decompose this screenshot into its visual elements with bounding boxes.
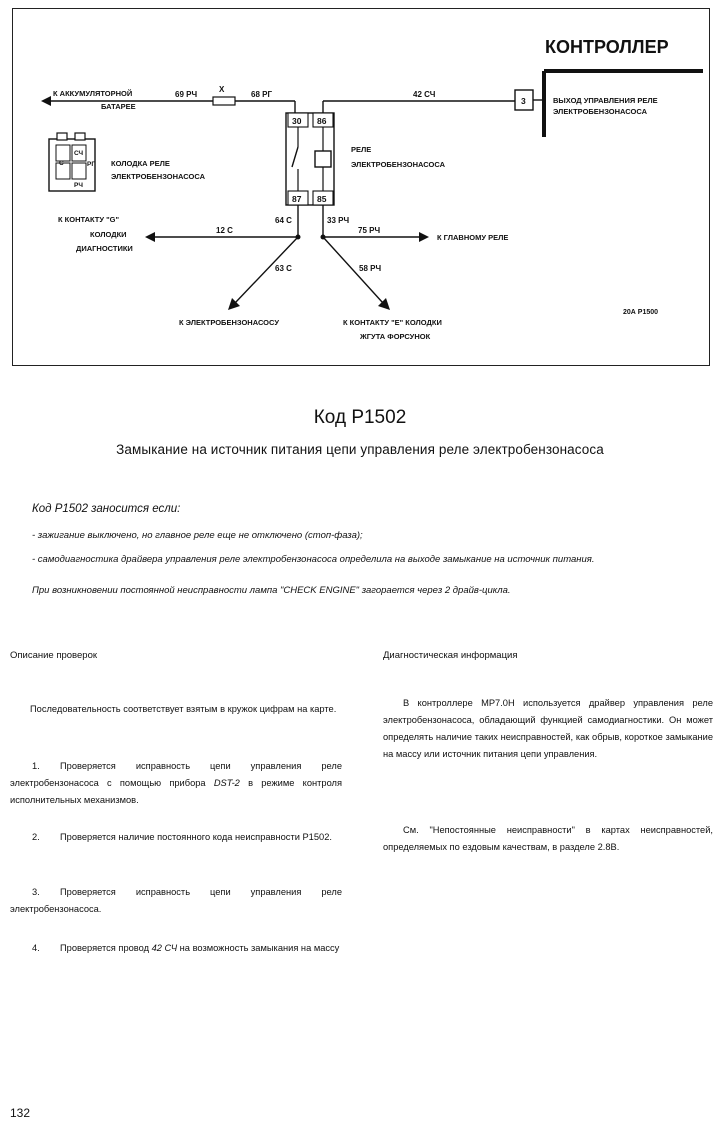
wire-64-label: 64 С <box>275 216 292 225</box>
contact-g-line3: ДИАГНОСТИКИ <box>76 244 133 253</box>
connector-pin-label: РГ <box>87 161 96 168</box>
page-title: Код Р1502 <box>313 407 407 428</box>
contact-e-line1: К КОНТАКТУ "E" КОЛОДКИ <box>343 318 442 327</box>
wire-42-label: 42 СЧ <box>413 90 436 99</box>
step-text: на возможность замыкания на массу <box>177 943 340 953</box>
controller-label: КОНТРОЛЛЕР <box>545 37 669 57</box>
relay-pin-85: 85 <box>317 194 327 204</box>
battery-label-line1: К АККУМУЛЯТОРНОЙ <box>53 89 133 98</box>
step-wire: 42 СЧ <box>151 943 178 953</box>
diagnostic-text: См. "Непостоянные неисправности" в картах неисправностей, определяемых по ездовым качествам, в разделе 2.8В. <box>383 825 713 852</box>
connector-label-line2: ЭЛЕКТРОБЕНЗОНАСОСА <box>111 172 205 181</box>
step-number: 4. <box>32 943 40 953</box>
connector-pin-label: С <box>59 160 64 167</box>
step-number: 2. <box>32 832 40 842</box>
checks-intro <box>10 701 342 718</box>
step-number: 1. <box>32 761 40 771</box>
battery-label-line2: БАТАРЕЕ <box>101 102 136 111</box>
contact-g-line1: К КОНТАКТУ "G" <box>58 215 120 224</box>
controller-output-line1: ВЫХОД УПРАВЛЕНИЯ РЕЛЕ <box>553 96 658 105</box>
fuse-label: X <box>219 85 225 94</box>
step-text: Проверяется наличие постоянного кода неисправности Р1502. <box>60 832 332 842</box>
connector-cell <box>56 145 70 161</box>
check-step <box>10 884 342 918</box>
step-text: Проверяется исправность цепи управления реле электробензонасоса. <box>10 887 342 914</box>
controller-output-line2: ЭЛЕКТРОБЕНЗОНАСОСА <box>553 107 647 116</box>
conditions-heading: Код Р1502 заносится если: <box>32 503 181 515</box>
controller-pin-number: 3 <box>521 96 526 106</box>
wire-63-label: 63 С <box>275 264 292 273</box>
step-text: Проверяется исправность цепи управления реле электробензонасоса с помощью прибора <box>10 761 342 788</box>
fuse-symbol <box>213 97 235 105</box>
checks-intro-text: Последовательность соответствует взятым в кружок цифрам на карте. <box>30 704 337 714</box>
check-step <box>10 829 342 846</box>
condition-item: - зажигание выключено, но главное реле еще не отключено (стоп-фаза); <box>32 530 363 541</box>
page-subtitle: Замыкание на источник питания цепи управления реле электробензонасоса <box>116 442 604 457</box>
diagnostic-text: В контроллере МР7.0Н используется драйвер управления реле электробензонасоса, обладающий функцией самодиагностики. Он может определять наличие таких неисправностей, как обрыв, короткое замыкание на массу или источник питания цепи управления. <box>383 698 713 759</box>
contact-g-line2: КОЛОДКИ <box>90 230 127 239</box>
relay-pin-86: 86 <box>317 116 327 126</box>
wire-58-label: 58 РЧ <box>359 264 382 273</box>
connector-tab-left <box>57 133 67 140</box>
relay-coil <box>315 151 331 167</box>
check-step <box>10 758 342 809</box>
connector-tab-right <box>75 133 85 140</box>
relay-pin-30: 30 <box>292 116 302 126</box>
figure-id: 20А Р1500 <box>623 309 659 316</box>
relay-label-line1: РЕЛЕ <box>351 145 372 154</box>
page-number: 132 <box>10 1106 31 1120</box>
diagnostic-paragraph <box>383 695 713 763</box>
step-text: в режиме контроля исполнительных механизмов. <box>10 778 342 805</box>
step-text: Проверяется провод <box>60 943 152 953</box>
step-number: 3. <box>32 887 40 897</box>
fuel-pump-label: К ЭЛЕКТРОБЕНЗОНАСОСУ <box>179 318 279 327</box>
check-step <box>10 940 342 957</box>
condition-item: - самодиагностика драйвера управления реле электробензонасоса определила на выходе замыкание на источник питания. <box>32 554 595 565</box>
wire-33-label: 33 РЧ <box>327 216 350 225</box>
main-relay-label: К ГЛАВНОМУ РЕЛЕ <box>437 233 509 242</box>
wiring-diagram-svg <box>13 9 711 367</box>
connector-label-line1: КОЛОДКА РЕЛЕ <box>111 159 170 168</box>
connector-pin-label: СЧ <box>74 150 84 157</box>
relay-pin-87: 87 <box>292 194 302 204</box>
wiring-diagram <box>12 8 710 366</box>
step-tool: DST-2 <box>213 778 240 788</box>
diagnostic-heading: Диагностическая информация <box>383 650 518 661</box>
wire-69-label: 69 РЧ <box>175 90 198 99</box>
check-engine-note: При возникновении постоянной неисправности лампа "CHECK ENGINE" загорается через 2 драйв-цикла. <box>32 585 511 596</box>
wire-68-label: 68 РГ <box>251 90 272 99</box>
relay-label-line2: ЭЛЕКТРОБЕНЗОНАСОСА <box>351 160 445 169</box>
wire-75-label: 75 РЧ <box>358 226 381 235</box>
connector-cell <box>72 163 86 179</box>
contact-e-line2: ЖГУТА ФОРСУНОК <box>360 332 431 341</box>
wire-12-label: 12 С <box>216 226 233 235</box>
main-relay-arrow <box>419 232 429 242</box>
diagnostic-paragraph <box>383 822 713 856</box>
checks-heading: Описание проверок <box>10 650 98 661</box>
connector-pin-label: РЧ <box>74 182 83 189</box>
